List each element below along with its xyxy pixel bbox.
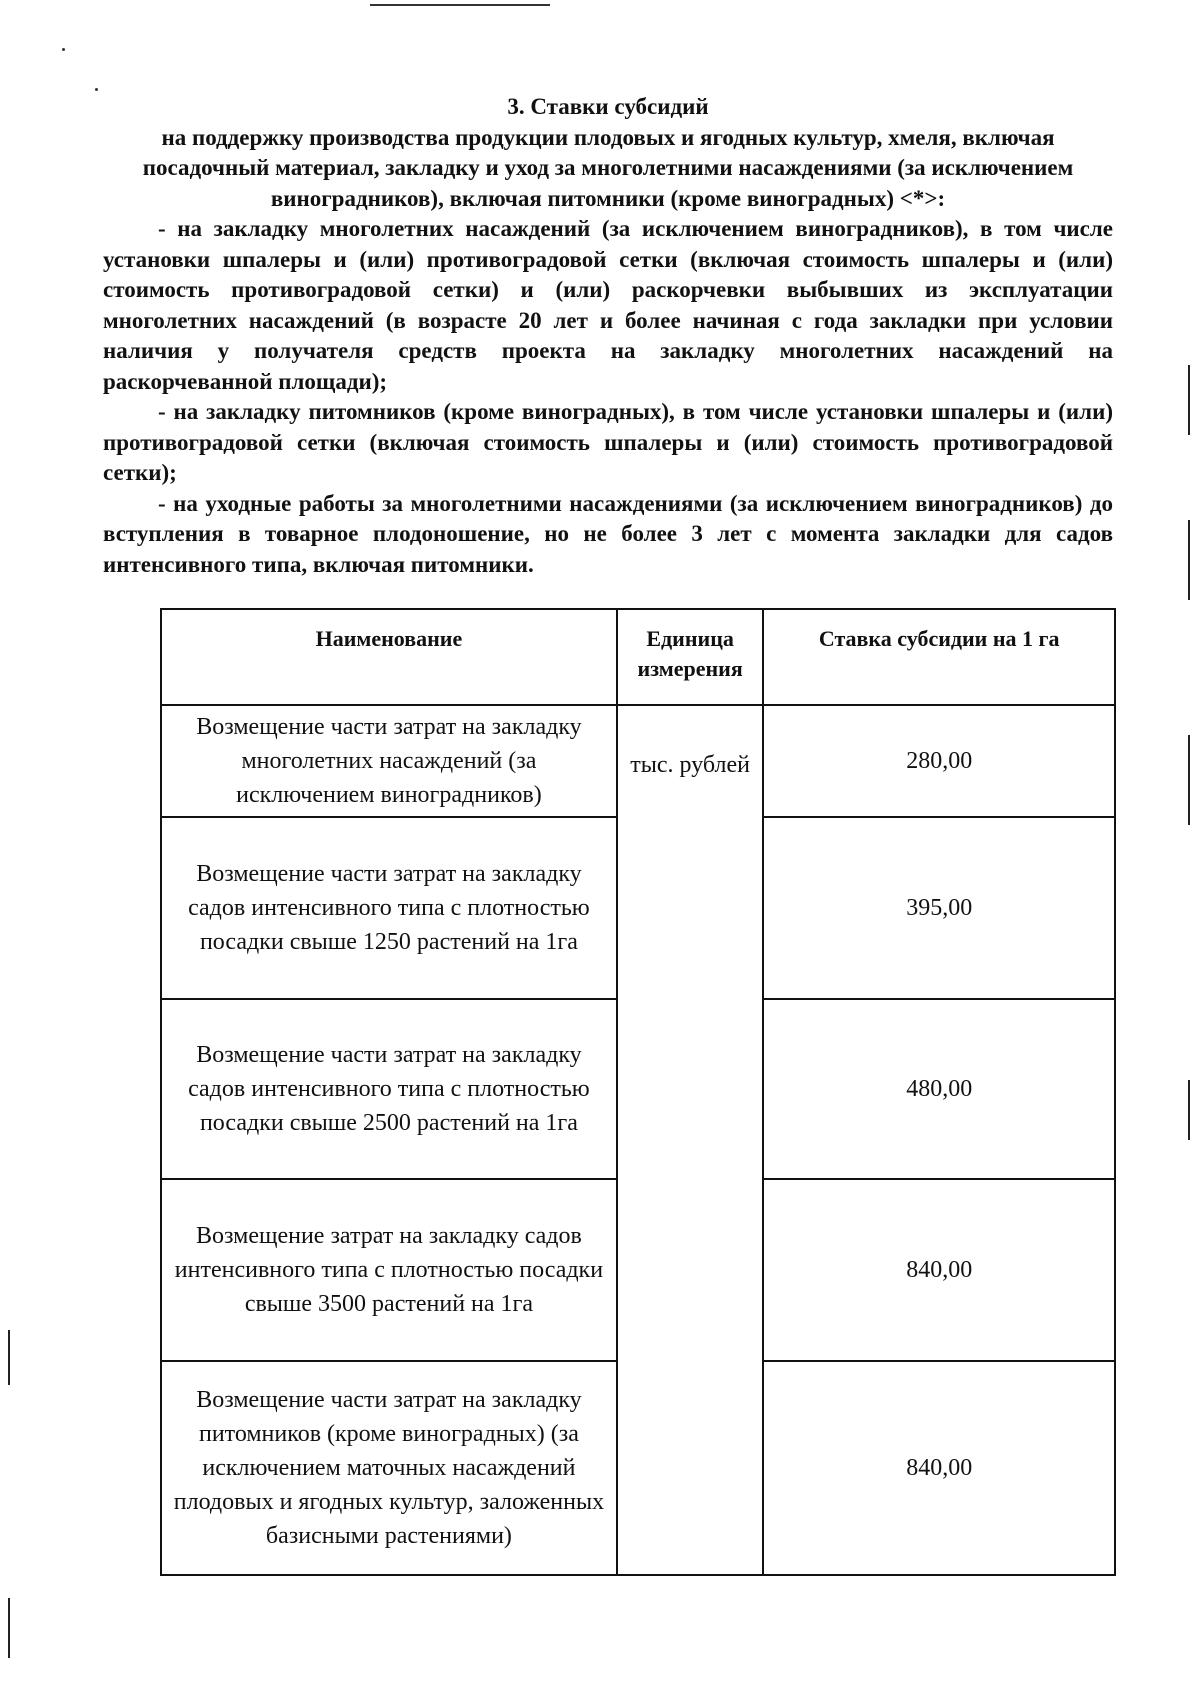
scan-artifact-line [370, 4, 550, 6]
scan-artifact-edge [1188, 520, 1190, 600]
table-header-row [161, 609, 1115, 705]
scan-artifact-edge [1188, 365, 1190, 435]
subsidy-item: - на уходные работы за многолетними насаждениями (за исключением виноградников) до вступления в товарное плодоношение, но не более 3 лет с момента закладки для садов интенсивного типа, включая питомники. [103, 490, 1113, 577]
scan-artifact-edge [1188, 1080, 1190, 1140]
row-name: Возмещение затрат на закладку садов интенсивного типа с плотностью посадки свыше 3500 растений на 1га [161, 1179, 617, 1361]
scan-artifact-dot [62, 48, 65, 51]
header-name: Наименование [161, 609, 617, 705]
table-row [161, 705, 1115, 817]
section-title: 3. Ставки субсидий [507, 94, 709, 119]
scan-artifact-edge [8, 1598, 10, 1658]
row-rate: 395,00 [763, 817, 1115, 999]
scan-artifact-edge [1188, 735, 1190, 825]
scan-artifact-edge [8, 1330, 10, 1385]
unit-cell: тыс. рублей [617, 705, 764, 1575]
subsidy-item: - на закладку питомников (кроме виноградных), в том числе установки шпалеры и (или) противоградовой сетки (включая стоимость шпалеры и (или) стоимость противоградовой сетки); [103, 399, 1113, 485]
header-rate: Ставка субсидии на 1 га [763, 609, 1115, 705]
section-subtitle: на поддержку производства продукции плодовых и ягодных культур, хмеля, включая посадочный материал, закладку и уход за многолетними насаждениями (за исключением виноградников), включая питомники (кроме виноградных) <*>: [142, 124, 1074, 211]
row-rate: 840,00 [763, 1179, 1115, 1361]
row-rate: 840,00 [763, 1361, 1115, 1575]
row-name: Возмещение части затрат на закладку многолетних насаждений (за исключением виноградников) [161, 705, 617, 817]
header-unit: Единица измерения [617, 609, 764, 705]
subsidy-rates-table [160, 608, 1116, 1576]
row-name: Возмещение части затрат на закладку питомников (кроме виноградных) (за исключением маточных насаждений плодовых и ягодных культур, заложенных базисными растениями) [161, 1361, 617, 1575]
row-rate: 280,00 [763, 705, 1115, 817]
scan-artifact-dot [95, 88, 98, 91]
subsidy-item: - на закладку многолетних насаждений (за исключением виноградников), в том числе установки шпалеры и (или) противоградовой сетки (включая стоимость шпалеры и (или) стоимость противоградовой сетки) и (или) раскорчевки выбывших из эксплуатации многолетних насаждений (в возрасте 20 лет и более начиная с года закладки при условии наличия у получателя средств проекта на закладку многолетних насаждений на раскорчеванной площади); [103, 216, 1113, 394]
section-header [103, 92, 1113, 580]
row-rate: 480,00 [763, 999, 1115, 1179]
row-name: Возмещение части затрат на закладку садов интенсивного типа с плотностью посадки свыше 1250 растений на 1га [161, 817, 617, 999]
row-name: Возмещение части затрат на закладку садов интенсивного типа с плотностью посадки свыше 2500 растений на 1га [161, 999, 617, 1179]
